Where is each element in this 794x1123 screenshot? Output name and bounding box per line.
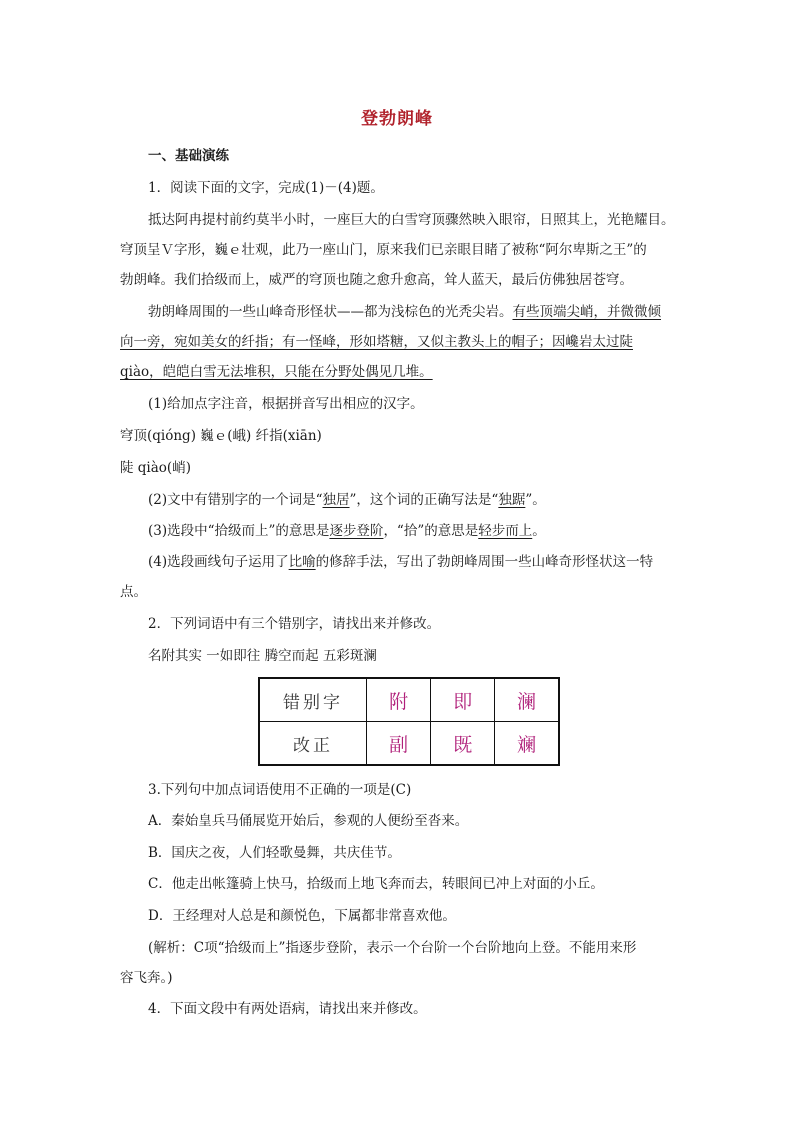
underlined-sentence-part2: 向一旁，宛如美女的纤指；有一怪峰，形如塔糖，又似主教头上的帽子；因巉岩太过陡 bbox=[120, 334, 633, 350]
subquestion-4-line1 bbox=[148, 552, 668, 572]
table-cell: 既 bbox=[431, 722, 495, 766]
table-row bbox=[259, 722, 559, 766]
question-2-words: 名附其实 一如即往 腾空而起 五彩斑澜 bbox=[148, 648, 377, 664]
underlined-sentence-part1: 有些顶端尖峭，并微微倾 bbox=[512, 304, 661, 320]
question-1-prompt: 1．阅读下面的文字，完成(1)－(4)题。 bbox=[148, 180, 384, 196]
passage-p2-line3 bbox=[120, 362, 640, 382]
question-4-prompt: 4．下面文段中有两处语病，请找出来并修改。 bbox=[148, 1001, 427, 1017]
table-row-header: 错别字 bbox=[259, 678, 367, 722]
table-cell: 即 bbox=[431, 678, 495, 722]
passage-p1-line2: 穹顶呈Ｖ字形，巍ｅ壮观，此乃一座山门，原来我们已亲眼目睹了被称“阿尔卑斯之王”的 bbox=[120, 242, 647, 258]
table-cell: 附 bbox=[367, 678, 431, 722]
subquestion-2-text-end: ”。 bbox=[525, 492, 546, 508]
subquestion-4-line2: 点。 bbox=[120, 584, 147, 600]
subquestion-2-wrong-word: 独居 bbox=[322, 492, 350, 508]
subquestion-1-answer-line2: 陡 qiào(峭) bbox=[120, 460, 191, 476]
subquestion-3 bbox=[148, 521, 668, 541]
passage-p2-line1 bbox=[148, 302, 668, 322]
correction-table bbox=[258, 677, 560, 766]
question-3-option-b: B．国庆之夜，人们轻歌曼舞，共庆佳节。 bbox=[148, 845, 401, 861]
passage-p1-line1: 抵达阿冉提村前约莫半小时，一座巨大的白雪穹顶骤然映入眼帘，日照其上，光艳耀目。 bbox=[148, 212, 675, 228]
subquestion-2-text: (2)文中有错别字的一个词是“ bbox=[148, 492, 323, 508]
underlined-sentence-part3: qiào，皑皑白雪无法堆积，只能在分野处偶见几堆。 bbox=[120, 364, 433, 380]
question-3-analysis-line1: (解析：C项“拾级而上”指逐步登阶，表示一个台阶一个台阶地向上登。不能用来形 bbox=[148, 940, 637, 956]
subquestion-3-answer-2: 轻步而上 bbox=[478, 523, 533, 539]
question-3-prompt: 3.下列句中加点词语使用不正确的一项是(C) bbox=[148, 782, 412, 798]
subquestion-3-text: (3)选段中“拾级而上”的意思是 bbox=[148, 523, 330, 539]
subquestion-4-text: (4)选段画线句子运用了 bbox=[148, 554, 289, 570]
table-cell: 澜 bbox=[495, 678, 559, 722]
page-title: 登勃朗峰 bbox=[361, 109, 433, 129]
table-cell: 副 bbox=[367, 722, 431, 766]
subquestion-1-answer-line1: 穹顶(qióng) 巍ｅ(峨) 纤指(xiān) bbox=[120, 428, 322, 444]
table-row-header: 改正 bbox=[259, 722, 367, 766]
passage-p1-line3: 勃朗峰。我们拾级而上，威严的穹顶也随之愈升愈高，耸人蓝天，最后仿佛独居苍穹。 bbox=[120, 272, 633, 288]
subquestion-4-text-rest: 的修辞手法，写出了勃朗峰周围一些山峰奇形怪状这一特 bbox=[315, 554, 654, 570]
question-3-option-d: D．王经理对人总是和颜悦色，下属都非常喜欢他。 bbox=[148, 908, 456, 924]
subquestion-3-text-mid: ，“拾”的意思是 bbox=[383, 523, 479, 539]
subquestion-3-text-end: 。 bbox=[532, 523, 546, 539]
question-3-option-c: C．他走出帐篷骑上快马，拾级而上地飞奔而去，转眼间已冲上对面的小丘。 bbox=[148, 876, 604, 892]
section-heading: 一、基础演练 bbox=[148, 148, 229, 164]
subquestion-2-correct-word: 独踞 bbox=[498, 492, 526, 508]
table-row bbox=[259, 678, 559, 722]
passage-p2-line2 bbox=[120, 332, 640, 352]
subquestion-2 bbox=[148, 490, 668, 510]
question-3-analysis-line2: 容飞奔。) bbox=[120, 970, 173, 986]
subquestion-4-answer: 比喻 bbox=[288, 554, 316, 570]
question-2-prompt: 2．下列词语中有三个错别字，请找出来并修改。 bbox=[148, 616, 441, 632]
subquestion-2-text-mid: ”，这个词的正确写法是“ bbox=[349, 492, 499, 508]
subquestion-3-answer-1: 逐步登阶 bbox=[329, 523, 384, 539]
question-3-option-a: A．秦始皇兵马俑展览开始后，参观的人便纷至沓来。 bbox=[148, 813, 469, 829]
table-cell: 斓 bbox=[495, 722, 559, 766]
passage-p2-plain: 勃朗峰周围的一些山峰奇形怪状——都为浅棕色的光秃尖岩。 bbox=[148, 304, 513, 320]
subquestion-1-prompt: (1)给加点字注音，根据拼音写出相应的汉字。 bbox=[148, 396, 424, 412]
